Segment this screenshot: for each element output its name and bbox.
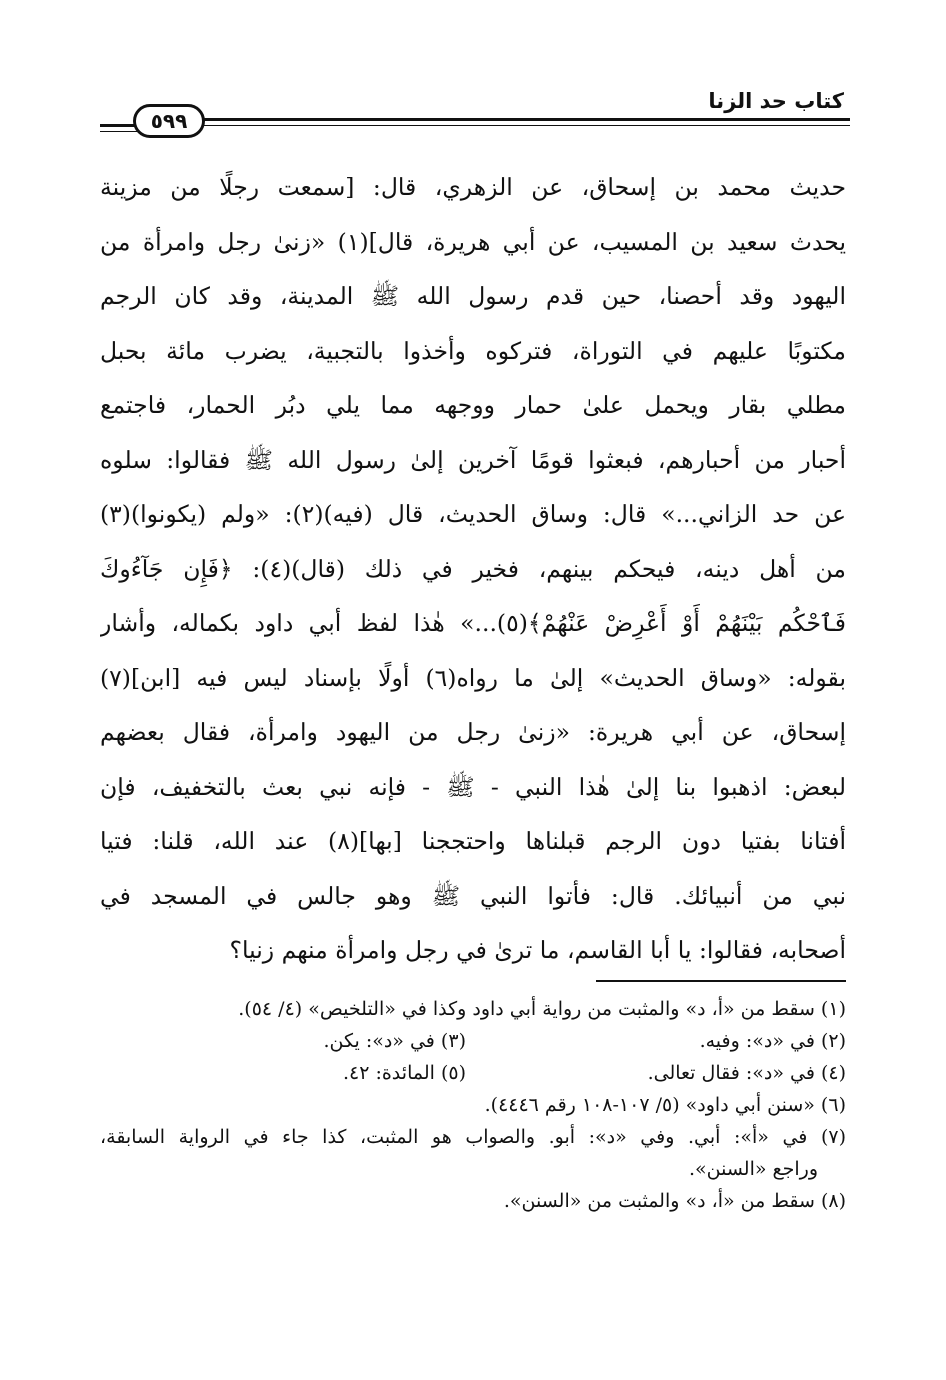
main-text — [100, 160, 846, 978]
footnote-8: (٨) سقط من «أ، د» والمثبت من «السنن». — [503, 1190, 846, 1212]
footnote-7-continued: وراجع «السنن». — [688, 1158, 818, 1180]
text-line: مكتوبًا عليهم في التوراة، فتركوه وأخذوا بالتجبية، يضرب مائة بحبل — [100, 336, 846, 365]
footnote-3: (٣) في «د»: يكن. — [323, 1030, 466, 1052]
running-title: كتاب حد الزنا — [708, 89, 844, 113]
footnote-row — [100, 993, 846, 1025]
footnote-7: (٧) في «أ»: أبي. وفي «د»: أبو. والصواب هو المثبت، كذا جاء في الرواية السابقة، — [100, 1126, 846, 1148]
footnote-6: (٦) «سنن أبي داود» (٥/ ١٠٧-١٠٨ رقم ٤٤٤٦). — [484, 1094, 846, 1116]
footnote-row — [100, 1057, 846, 1089]
footnote-row — [100, 1025, 846, 1057]
text-line: حديث محمد بن إسحاق، عن الزهري، قال: [سمعت رجلًا من مزينة — [100, 173, 846, 201]
text-line: اليهود وقد أحصنا، حين قدم رسول الله ﷺ المدينة، وقد كان الرجم — [100, 282, 846, 310]
text-line: من أهل دينه، فيحكم بينهم، فخير في ذلك (قال)(٤): ﴿فَإِن جَآءُوكَ — [100, 554, 846, 583]
footnote-5: (٥) المائدة: ٤٢. — [342, 1062, 466, 1084]
footnote-1: (١) سقط من «أ، د» والمثبت من رواية أبي داود وكذا في «التلخيص» (٤/ ٥٤). — [238, 998, 846, 1020]
header-rule — [200, 118, 850, 126]
footnote-row — [100, 1185, 846, 1217]
footnote-separator — [596, 980, 846, 982]
text-line: لبعض: اذهبوا بنا إلىٰ هٰذا النبي - ﷺ - فإنه نبي بعث بالتخفيف، فإن — [100, 772, 846, 801]
text-line: بقوله: «وساق الحديث» إلىٰ ما رواه(٦) أولًا بإسناد ليس فيه [ابن](٧) — [100, 663, 846, 692]
text-line: أصحابه، فقالوا: يا أبا القاسم، ما ترىٰ في رجل وامرأة منهم زنيا؟ — [229, 936, 846, 964]
footnotes — [100, 993, 846, 1217]
footnote-row — [100, 1153, 846, 1185]
text-line: عن حد الزاني...» قال: وساق الحديث، قال (فيه)(٢): «ولم (يكونوا)(٣) — [100, 500, 846, 528]
footnote-row — [100, 1089, 846, 1121]
page-number: ٥٩٩ — [133, 104, 205, 138]
footnote-row — [100, 1121, 846, 1153]
footnote-4: (٤) في «د»: فقال تعالى. — [647, 1062, 846, 1084]
text-line: إسحاق، عن أبي هريرة: «زنىٰ رجل من اليهود وامرأة، فقال بعضهم — [100, 718, 846, 746]
text-line: يحدث سعيد بن المسيب، عن أبي هريرة، قال](١) «زنىٰ رجل وامرأة من — [100, 227, 846, 256]
text-line: أحبار من أحبارهم، فبعثوا قومًا آخرين إلىٰ رسول الله ﷺ فقالوا: سلوه — [100, 445, 846, 474]
text-line: أفتانا بفتيا دون الرجم قبلناها واحتججنا [بها](٨) عند الله، قلنا: فتيا — [100, 827, 846, 855]
text-line: مطلي بقار ويحمل علىٰ حمار ووجهه مما يلي دبُر الحمار، فاجتمع — [100, 391, 846, 419]
text-line: نبي من أنبيائك. قال: فأتوا النبي ﷺ وهو جالس في المسجد في — [100, 881, 846, 910]
footnote-2: (٢) في «د»: وفيه. — [699, 1030, 846, 1052]
text-line: فَٱحْكُم بَيْنَهُمْ أَوْ أَعْرِضْ عَنْهُمْ﴾(٥)...» هٰذا لفظ أبي داود بكماله، وأشار — [100, 609, 846, 637]
